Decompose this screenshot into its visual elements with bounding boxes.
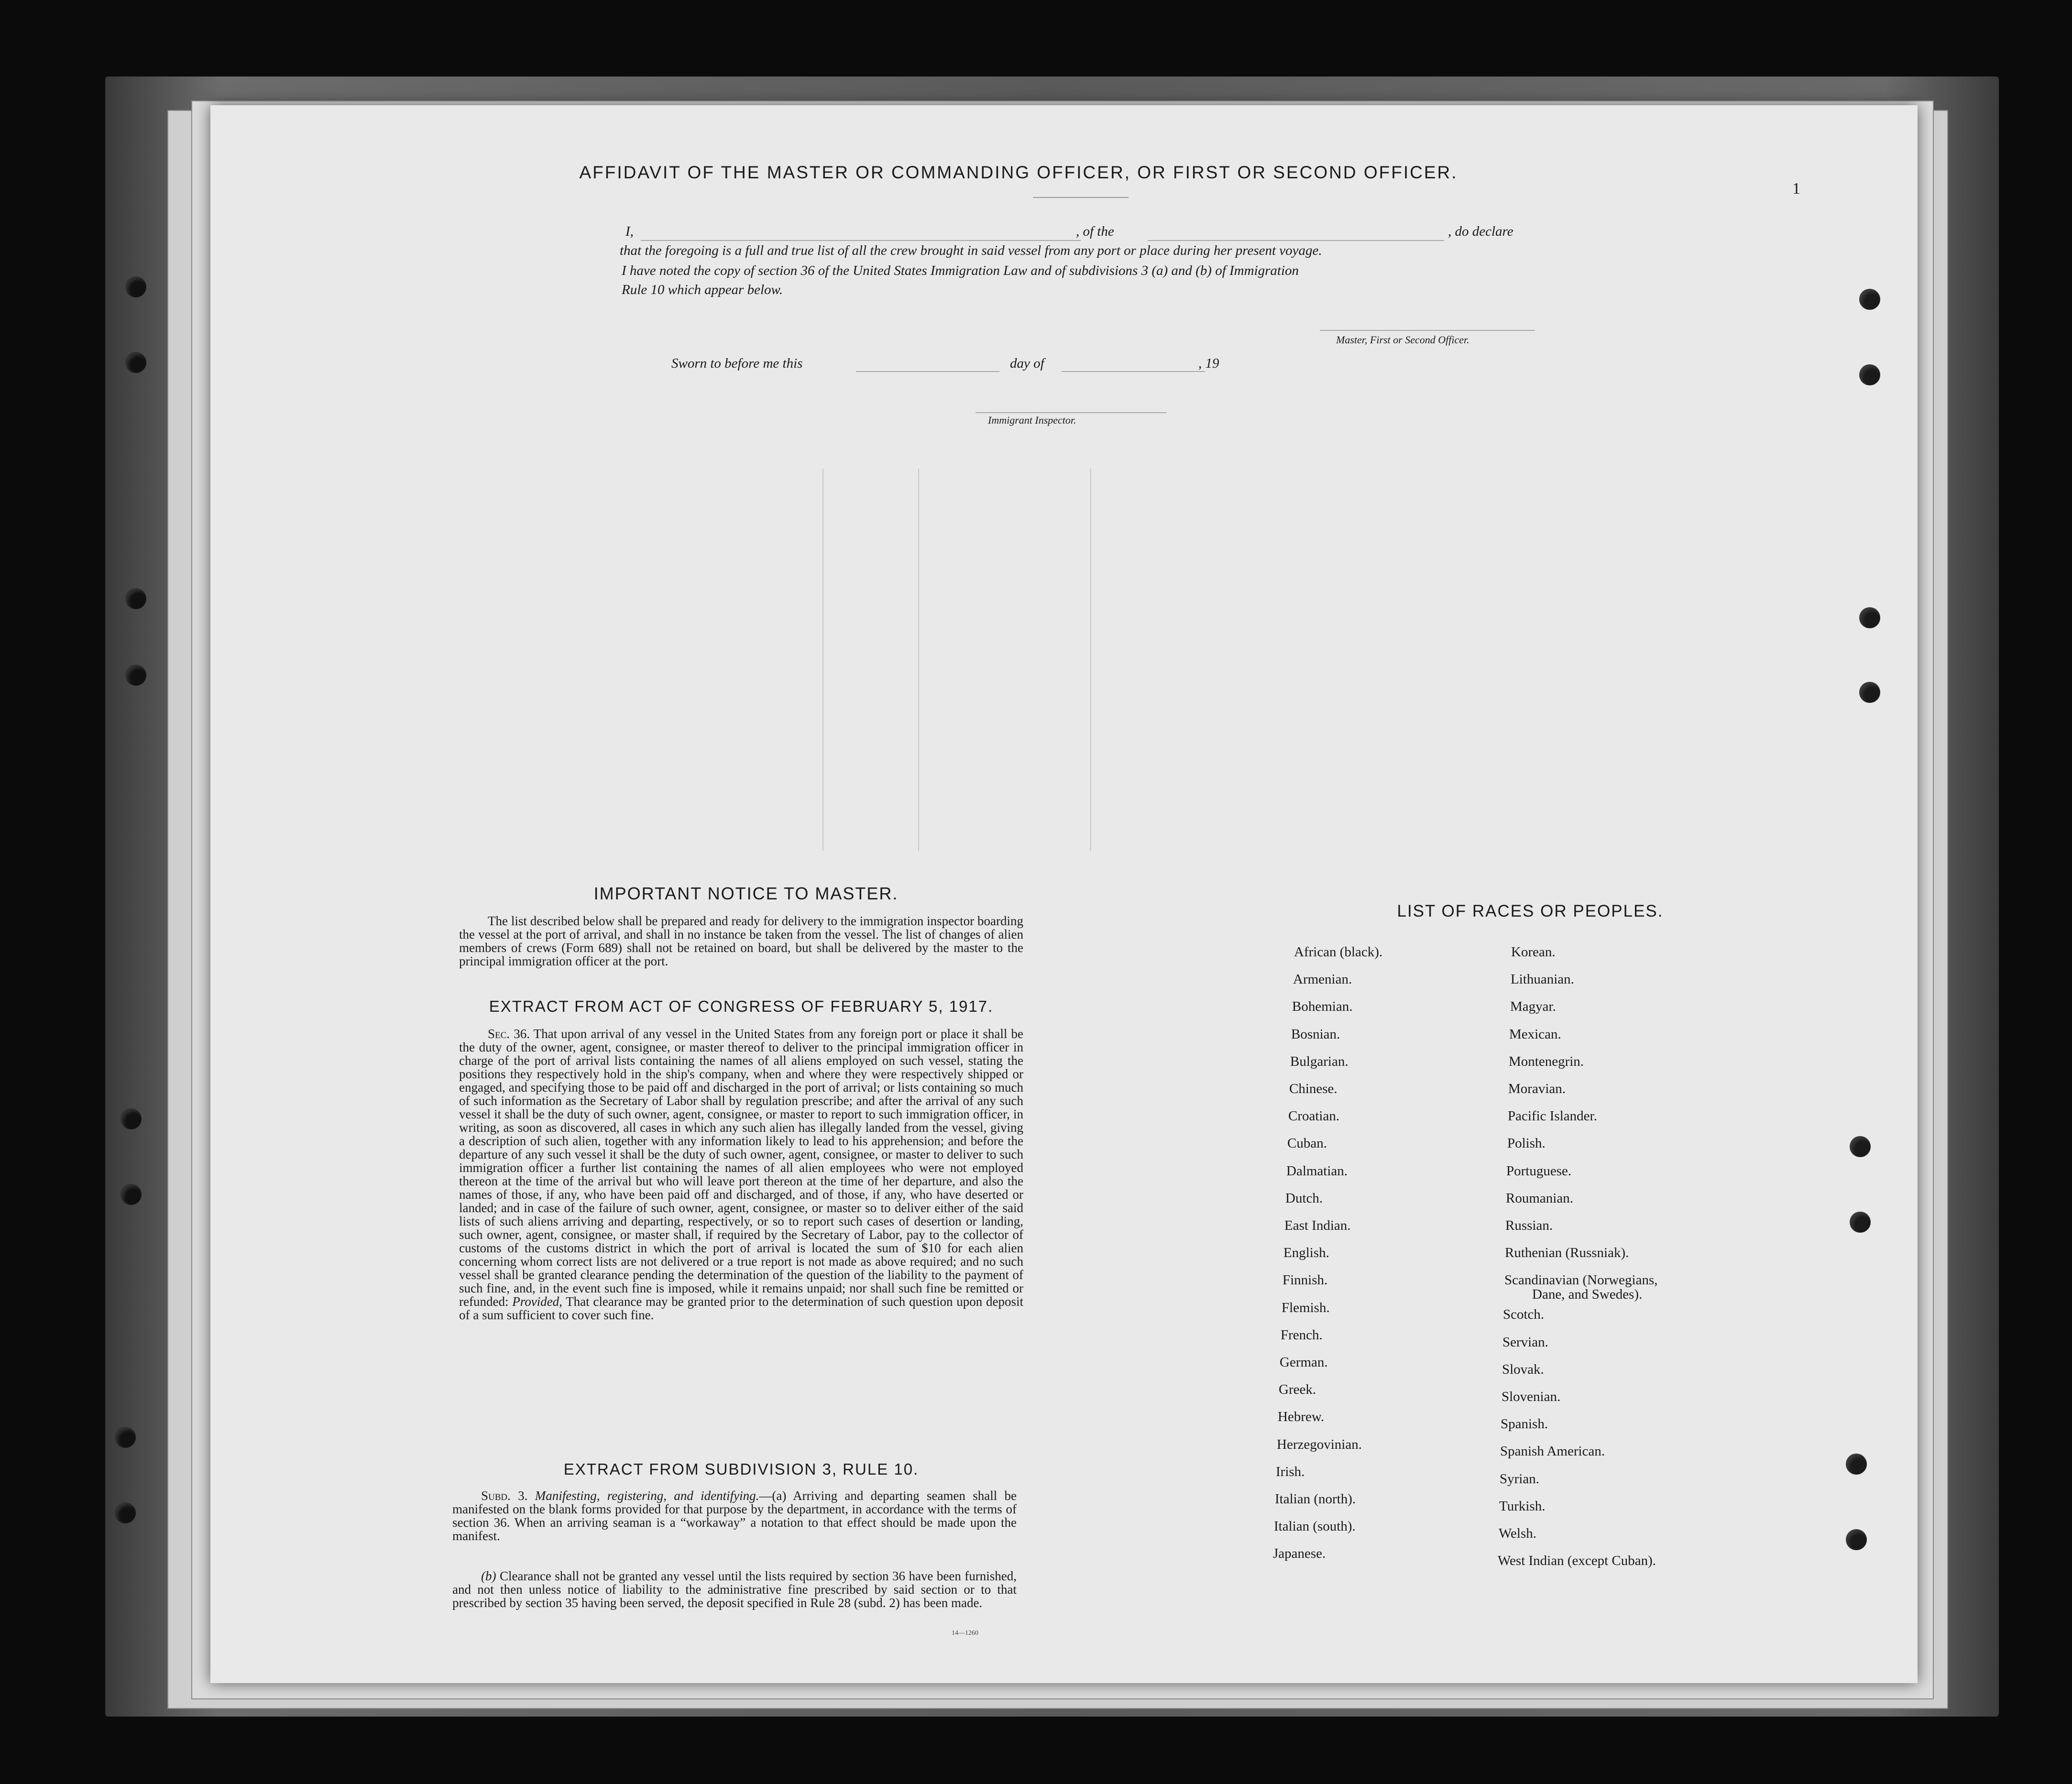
binder-hole bbox=[1846, 1454, 1867, 1475]
binder-hole bbox=[115, 1502, 136, 1523]
race-item: Chinese. bbox=[1289, 1081, 1337, 1096]
binder-hole bbox=[121, 1184, 142, 1205]
signature-line bbox=[1320, 330, 1535, 331]
page-number: 1 bbox=[1792, 180, 1800, 197]
subd-heading: Manifesting, registering, and identifying. bbox=[535, 1488, 759, 1503]
race-item: Bosnian. bbox=[1291, 1027, 1340, 1042]
race-item: Dutch. bbox=[1285, 1191, 1323, 1206]
subd-para-a-text: —(a) Arriving and departing seamen shall be manifested on the blank forms provided for that purpose by the department, in accordance with the terms of section 36. When an arriving seaman is a “workaway” a notation to that effect should be made upon the manifest. bbox=[452, 1488, 1017, 1543]
form-number: 14—1260 bbox=[952, 1630, 978, 1637]
para-b-label: (b) bbox=[481, 1569, 496, 1583]
subdivision-para-b bbox=[452, 1569, 1017, 1609]
affidavit-declare: , do declare bbox=[1448, 224, 1513, 239]
sworn-text: Sworn to before me this bbox=[671, 356, 803, 371]
notice-body: The list described below shall be prepared and ready for delivery to the immigration inspector boarding the vessel at the port of arrival, and shall in no instance be taken from the vessel. The list of changes of alien members of crews (Form 689) shall not be retained on board, but shall be delivered by the master to the principal immigration officer at the port. bbox=[459, 914, 1023, 968]
race-item: Ruthenian (Russniak). bbox=[1505, 1245, 1629, 1260]
signature-label: Master, First or Second Officer. bbox=[1336, 334, 1469, 346]
race-item: Slovenian. bbox=[1502, 1389, 1561, 1404]
binder-hole bbox=[1859, 607, 1880, 628]
faint-form-line bbox=[1090, 469, 1091, 851]
race-item: Roumanian. bbox=[1506, 1191, 1573, 1206]
race-item: Turkish. bbox=[1499, 1499, 1546, 1514]
race-item: Syrian. bbox=[1500, 1471, 1539, 1487]
race-item: Moravian. bbox=[1508, 1081, 1566, 1096]
race-item: English. bbox=[1283, 1245, 1329, 1260]
act-extract-body bbox=[459, 1027, 1023, 1322]
race-item: Slovak. bbox=[1502, 1362, 1544, 1377]
race-item: Servian. bbox=[1502, 1335, 1548, 1350]
race-item: Spanish. bbox=[1501, 1416, 1548, 1432]
para-b-text: Clearance shall not be granted any vessel until the lists required by section 36 have been furnished, and not then unless notice of liability to the administrative fine prescribed by said section or to that prescribed by section 35 having been served, the deposit specified in Rule 28 (subd. 2) has been made. bbox=[452, 1569, 1017, 1610]
sec-text-end: That clearance may be granted prior to the determination of such question upon deposit of a sum sufficient to cover such fine. bbox=[459, 1294, 1024, 1322]
race-item: Italian (north). bbox=[1275, 1491, 1356, 1507]
binder-hole bbox=[115, 1427, 136, 1448]
race-item: Scotch. bbox=[1503, 1307, 1545, 1322]
day-blank-line bbox=[856, 371, 999, 372]
race-item: Welsh. bbox=[1499, 1526, 1537, 1541]
race-item: Lithuanian. bbox=[1511, 972, 1574, 987]
race-item: Finnish. bbox=[1283, 1272, 1328, 1288]
race-item: East Indian. bbox=[1284, 1218, 1351, 1233]
binder-hole bbox=[1850, 1212, 1871, 1233]
faint-form-line bbox=[822, 469, 823, 851]
binder-hole bbox=[1850, 1136, 1871, 1157]
race-item: Russian. bbox=[1505, 1218, 1553, 1233]
binder-hole bbox=[1859, 682, 1880, 703]
race-item: German. bbox=[1280, 1355, 1328, 1370]
affidavit-line-2: that the foregoing is a full and true list of all the crew brought in said vessel from any port or place during her present voyage. bbox=[620, 243, 1322, 258]
vessel-blank-line bbox=[1148, 240, 1444, 241]
race-item: Polish. bbox=[1507, 1136, 1546, 1151]
race-item: Spanish American. bbox=[1500, 1444, 1605, 1459]
binder-hole bbox=[125, 665, 146, 686]
binder-hole bbox=[1859, 289, 1880, 310]
binder-hole bbox=[125, 352, 146, 373]
day-of-text: day of bbox=[1010, 356, 1044, 371]
race-item: Armenian. bbox=[1293, 972, 1352, 987]
subd-label: Subd. 3. bbox=[481, 1488, 528, 1503]
faint-form-line bbox=[918, 469, 919, 851]
race-item: Cuban. bbox=[1287, 1136, 1327, 1151]
race-item: Bulgarian. bbox=[1290, 1054, 1348, 1069]
race-item: Dane, and Swedes). bbox=[1532, 1287, 1643, 1302]
affidavit-i: I, bbox=[625, 224, 634, 239]
notice-title: IMPORTANT NOTICE TO MASTER. bbox=[593, 884, 899, 903]
affidavit-of-the: , of the bbox=[1076, 224, 1114, 239]
race-item: Portuguese. bbox=[1506, 1163, 1572, 1179]
race-item: Herzegovinian. bbox=[1277, 1437, 1362, 1452]
race-item: Japanese. bbox=[1273, 1546, 1326, 1561]
sec-text: That upon arrival of any vessel in the United States from any foreign port or place it shall be the duty of the owner, agent, consignee, or master thereof to deliver to the principal immigration officer in charge of the port of arrival lists containing the names of all aliens employed on such vessel, stating the positions they respectively hold in the ship's company, when and where they were respectively shipped or engaged, and specifying those to be paid off and discharged in the port of arrival; or lists containing so much of such information as the Secretary of Labor shall by regulation prescribe; and after the arrival of any such vessel it shall be the duty of such owner, agent, consignee, or master to report to such immigration officer, in writing, as soon as discovered, all cases in which any such alien has illegally landed from the vessel, giving a description of such alien, together with any information likely to lead to his apprehension; and before the departure of any such vessel it shall be the duty of such owner, agent, consignee, or master to deliver to such immigration officer a further list containing the names of all alien employees who were not employed thereon at the time of the arrival but who will leave port thereon at the time of her departure, and also the names of those, if any, who have been paid off and discharged, and of those, if any, who have deserted or landed; and in case of the failure of such owner, agent, consignee, or master so to deliver either of the said lists of such aliens arriving and departing, respectively, or so to report such cases of desertion or landing, such owner, agent, consignee, or master shall, if required by the Secretary of Labor, pay to the collector of customs of the customs district in which the port of arrival is located the sum of $10 for each alien concerning whom correct lists are not delivered or a true report is not made as above required; and no such vessel shall be granted clearance pending the determination of the question of the liability to the payment of such fine, and, in the event such fine is imposed, while it remains unpaid; nor shall such fine be remitted or refunded: bbox=[459, 1027, 1023, 1309]
act-extract-title: EXTRACT FROM ACT OF CONGRESS OF FEBRUARY 5, 1917. bbox=[489, 997, 994, 1015]
sec-label: Sec. 36. bbox=[488, 1027, 530, 1041]
affidavit-title: AFFIDAVIT OF THE MASTER OR COMMANDING OFFICER, OR FIRST OR SECOND OFFICER. bbox=[579, 163, 1458, 182]
binder-hole bbox=[125, 588, 146, 609]
races-title: LIST OF RACES OR PEOPLES. bbox=[1397, 902, 1664, 920]
race-item: West Indian (except Cuban). bbox=[1498, 1553, 1656, 1568]
race-item: Scandinavian (Norwegians, bbox=[1504, 1272, 1658, 1288]
affidavit-line-3: I have noted the copy of section 36 of the United States Immigration Law and of subdivisions 3 (a) and (b) of Immigration bbox=[622, 263, 1299, 278]
inspector-line bbox=[976, 412, 1167, 413]
affidavit-line-4: Rule 10 which appear below. bbox=[622, 282, 783, 297]
binder-hole bbox=[125, 276, 146, 297]
binder-hole bbox=[121, 1108, 142, 1129]
race-item: Croatian. bbox=[1288, 1108, 1340, 1124]
binder-hole bbox=[1859, 364, 1880, 385]
race-item: Mexican. bbox=[1509, 1027, 1561, 1042]
race-item: Flemish. bbox=[1282, 1300, 1330, 1315]
name-blank-line bbox=[641, 240, 1081, 241]
race-item: Bohemian. bbox=[1292, 999, 1353, 1014]
race-item: Korean. bbox=[1511, 944, 1556, 960]
race-item: French. bbox=[1281, 1327, 1323, 1343]
race-item: Irish. bbox=[1276, 1464, 1305, 1479]
race-item: Dalmatian. bbox=[1286, 1163, 1348, 1179]
divider bbox=[1033, 197, 1129, 198]
race-item: Montenegrin. bbox=[1509, 1054, 1584, 1069]
subdivision-extract-title: EXTRACT FROM SUBDIVISION 3, RULE 10. bbox=[563, 1460, 919, 1478]
subdivision-para-a bbox=[452, 1489, 1017, 1543]
binder-hole bbox=[1846, 1529, 1867, 1550]
year-text: , 19 bbox=[1198, 356, 1219, 371]
race-item: African (black). bbox=[1294, 944, 1383, 960]
race-item: Greek. bbox=[1279, 1382, 1316, 1397]
affidavit-page bbox=[210, 105, 1918, 1683]
inspector-label: Immigrant Inspector. bbox=[988, 414, 1076, 426]
race-item: Magyar. bbox=[1510, 999, 1556, 1014]
provided-word: Provided, bbox=[512, 1294, 562, 1309]
race-item: Pacific Islander. bbox=[1508, 1108, 1597, 1124]
race-item: Italian (south). bbox=[1274, 1519, 1356, 1534]
month-blank-line bbox=[1062, 371, 1205, 372]
race-item: Hebrew. bbox=[1278, 1409, 1325, 1424]
